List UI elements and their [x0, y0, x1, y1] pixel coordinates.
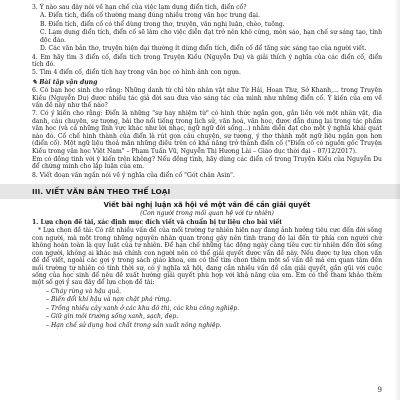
step-paragraph: * Lựa chọn đề tài: Có rất nhiều vấn đề của mối trường tự nhiên hiện nay đang ảnh hưởng tiêu cực đến đời sống con người, mà một trong những nguyên nhân quan trọng gây nên tình trạng đó lại đến từ phía con người chứ không hoàn toàn là quy luật của tự nhiên. Để hạn chế những tác động ngày càng tiêu cực từ nhiên đến đời sống con người, không ai khác mà chính con người nên có thể giải quyết được vấn đề này. Nếu được tự lựa chọn vấn đề để viết, ngoài các gợi ý trong sách giáo khoa, em có thể tìm chọn thêm một số vấn đề mà em quan tâm đến mối trường tự nhiên có tính thời sự, có ý nghĩa xã hội, đang cần nhiều vấn đề cần giải quyết, gắn gũi với cuộc sống của học sinh để nêu đề xuất hướng giải quyết phù hợp với khả năng của em. Em có thể tham khảo thêm một số gợi ý sau đây để lựa chọn đề tài:	[32, 227, 382, 287]
page-content	[32, 4, 382, 330]
section-title: III. VIẾT VĂN BẢN THEO THỂ LOẠI	[0, 184, 400, 199]
question-5: 5. Tìm 4 điển cố, điển tích hay trong văn học có hình ảnh con ngựa.	[32, 69, 241, 77]
option-a: A. Điển tích, điển cố thường mang đúng nhiều trong văn học trung đại.	[40, 12, 260, 20]
practice-heading: ✎ Bài tập vận dụng	[32, 78, 98, 86]
option-b: B. Điển tích, điển cố có thể dùng trong thơ, truyện, văn nghị luận, chèo, tuồng.	[40, 20, 285, 28]
practice-list	[32, 87, 382, 179]
option-c: C. Lạm dụng điển tích, điển cố sẽ làm cho việc diễn đạt trở nên khô cứng, mòn sáo, hạn chế sự sáng tạo, tính độc đáo.	[40, 29, 382, 44]
step-heading: 1. Lựa chọn đề tài, xác định mục đích viết và chuẩn bị tư liệu cho bài viết	[32, 219, 283, 227]
essay-note: (Con người trong mối quan hệ với tự nhiên)	[140, 209, 274, 217]
option-d: D. Các văn bản thơ, truyện hiện đại thường ít dùng điển tích, điển cố để tăng sức sáng tạo của người viết.	[40, 45, 367, 53]
essay-title: Viết bài nghị luận xã hội về một vấn đề cần giải quyết	[103, 201, 311, 210]
question-7-followup: Em có đồng tình với ý kiến trên không? Nếu đồng tình, hãy dùng các điển cố trong Truyện Kiều của Nguyễn Du để chứng minh cho lập luận của em.	[32, 156, 382, 171]
question-8: 8. Viết đoạn văn ngắn nói về ý nghĩa của điển cố "Gót chân Asin".	[32, 171, 235, 179]
page-edge-shadow	[394, 0, 400, 400]
topic-item: – Hạn chế sử dụng hoá chất trong sản xuất nông nghiệp.	[46, 321, 222, 329]
question-list	[32, 4, 382, 77]
topic-item: – Trồng nhiều cây xanh ở các khu đô thị, các khu công nghiệp.	[46, 304, 240, 312]
page-number: 9	[377, 386, 382, 394]
question-4: 4. Em hãy tìm 3 điển cố, điển tích trong Truyện Kiều (Nguyễn Du) và giải thích ý nghĩa của các điển cố, điển tích đó.	[32, 53, 382, 68]
question-3: 3. Ý nào sau đây nói về hạn chế của việc lạm dụng điển tích, điển cố?	[32, 4, 247, 11]
topic-item: – Biến đổi khí hậu và nạn chặt phá rừng.	[46, 296, 172, 304]
topic-item: – Giữ gìn môi trường sống xanh, sạch, đẹp.	[46, 313, 179, 321]
topic-item: – Cháy rừng và hậu quả.	[46, 287, 122, 295]
question-7: 7. Có ý kiến cho rằng: Điển là những "sự hay nhiệm từ" có hình thức ngắn gọn, gắn liền với một nhân vật, địa danh, câu chuyện, sự tượng, bài thơ nổi tiếng trong lịch sử, văn hoá, văn học, được dẫn dụng lại trong tác phẩm văn học (và cả những lĩnh vực khác như lời nhạc, ngữ ngữ đời sống...) nhằm diễn đạt cho một ý nghĩa khái quát nào đó. Cố chế hình thành của điển là rút gọn câu chuyện, sự tượng, ý thơ thành một ngữ liệu ngắn gọn hơn (điển cố). Một ngữ liệu thoả mãn những điều trên có khả năng trở thành điển cố ("Điển cố có nguồn gốc Truyện Kiều trong văn học Việt Nam" – Phạm Tuấn Vũ, Nguyễn Thị Hương Lài – Giáo dục thời đại – 07/12/2017).	[32, 110, 382, 155]
question-6: 6. Có bạn học sinh cho rằng: Những danh từ chỉ tên nhân vật như Từ Hải, Hoạn Thư, Sở Khanh,... trong Truyện Kiều (Nguyễn Du) được nhiều tác giả đời sau đưa vào sáng tác của mình như những điển cố. Ý kiến của em về vấn đề này như thế nào?	[32, 87, 382, 110]
topic-suggestions	[32, 288, 382, 329]
